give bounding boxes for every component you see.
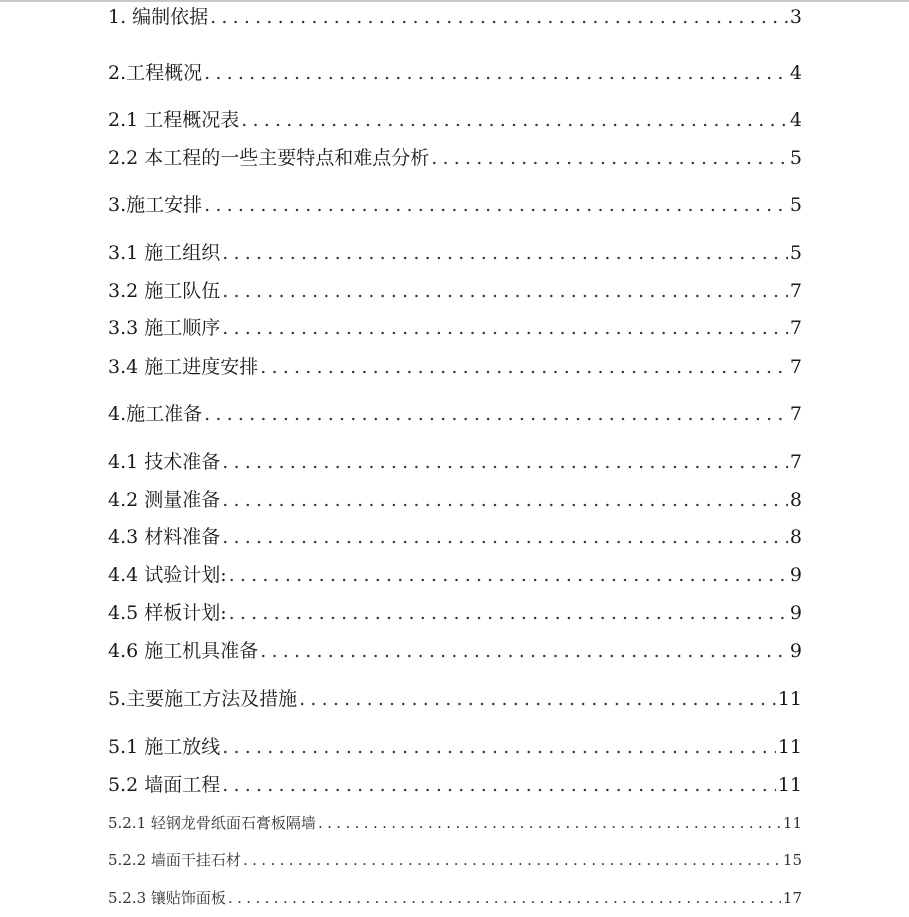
toc-dot-leader bbox=[210, 6, 788, 28]
toc-entry-title: 3.2 施工队伍 bbox=[108, 280, 221, 302]
toc-entry-title: 3.3 施工顺序 bbox=[108, 317, 221, 339]
toc-entry-title: 5.2.1 轻钢龙骨纸面石膏板隔墙 bbox=[108, 814, 316, 832]
toc-entry-title: 5.主要施工方法及措施 bbox=[108, 688, 298, 710]
toc-entry-title: 2.工程概况 bbox=[108, 62, 203, 84]
toc-entry[interactable] bbox=[108, 238, 802, 265]
toc-entry-title: 3.施工安排 bbox=[108, 194, 203, 216]
toc-dot-leader bbox=[222, 317, 788, 339]
toc-entry[interactable] bbox=[108, 522, 802, 549]
toc-entry-title: 4.5 样板计划: bbox=[108, 602, 227, 624]
toc-entry-title: 1. 编制依据 bbox=[108, 6, 209, 28]
toc-entry-page: 7 bbox=[789, 280, 802, 302]
toc-dot-leader bbox=[222, 736, 776, 758]
toc-entry-page: 17 bbox=[782, 889, 802, 907]
toc-entry-page: 5 bbox=[789, 147, 802, 169]
toc-entry-page: 9 bbox=[789, 602, 802, 624]
toc-entry-title: 2.2 本工程的一些主要特点和难点分析 bbox=[108, 147, 430, 169]
toc-entry-page: 11 bbox=[782, 814, 802, 832]
toc-dot-leader bbox=[204, 403, 788, 425]
toc-entry-page: 7 bbox=[789, 403, 802, 425]
toc-dot-leader bbox=[222, 526, 788, 548]
toc-dot-leader bbox=[299, 688, 776, 710]
toc-dot-leader bbox=[243, 851, 781, 869]
toc-entry-page: 8 bbox=[789, 489, 802, 511]
toc-entry[interactable] bbox=[108, 684, 802, 711]
toc-entry-title: 4.6 施工机具准备 bbox=[108, 640, 259, 662]
toc-dot-leader bbox=[431, 147, 788, 169]
toc-entry-page: 4 bbox=[789, 109, 802, 131]
toc-entry-page: 7 bbox=[789, 451, 802, 473]
toc-entry[interactable] bbox=[108, 2, 802, 29]
toc-entry-page: 5 bbox=[789, 194, 802, 216]
toc-entry-title: 5.2.2 墙面干挂石材 bbox=[108, 851, 241, 869]
toc-entry-page: 7 bbox=[789, 356, 802, 378]
toc-entry-page: 11 bbox=[777, 774, 802, 796]
toc-entry[interactable] bbox=[108, 849, 802, 870]
toc-entry-title: 5.1 施工放线 bbox=[108, 736, 221, 758]
toc-entry[interactable] bbox=[108, 313, 802, 340]
toc-entry-title: 4.1 技术准备 bbox=[108, 451, 221, 473]
toc-entry-page: 8 bbox=[789, 526, 802, 548]
toc-entry-page: 11 bbox=[777, 688, 802, 710]
toc-entry[interactable] bbox=[108, 143, 802, 170]
toc-entry[interactable] bbox=[108, 812, 802, 833]
toc-dot-leader bbox=[229, 564, 788, 586]
toc-entry-title: 3.4 施工进度安排 bbox=[108, 356, 259, 378]
toc-dot-leader bbox=[222, 451, 788, 473]
toc-dot-leader bbox=[260, 640, 788, 662]
toc-entry-page: 9 bbox=[789, 564, 802, 586]
toc-dot-leader bbox=[241, 109, 788, 131]
toc-entry[interactable] bbox=[108, 399, 802, 426]
toc-entry-title: 5.2 墙面工程 bbox=[108, 774, 221, 796]
toc-entry-title: 4.施工准备 bbox=[108, 403, 203, 425]
toc-entry-page: 9 bbox=[789, 640, 802, 662]
toc-entry-page: 11 bbox=[777, 736, 802, 758]
toc-dot-leader bbox=[229, 602, 788, 624]
toc-entry-page: 15 bbox=[782, 851, 802, 869]
toc-dot-leader bbox=[204, 62, 788, 84]
toc-entry[interactable] bbox=[108, 887, 802, 908]
toc-entry-title: 4.3 材料准备 bbox=[108, 526, 221, 548]
toc-entry[interactable] bbox=[108, 352, 802, 379]
toc-entry[interactable] bbox=[108, 485, 802, 512]
toc-dot-leader bbox=[260, 356, 788, 378]
toc-entry-page: 5 bbox=[789, 242, 802, 264]
toc-dot-leader bbox=[222, 774, 776, 796]
toc-entry-title: 3.1 施工组织 bbox=[108, 242, 221, 264]
toc-entry[interactable] bbox=[108, 636, 802, 663]
toc-entry[interactable] bbox=[108, 105, 802, 132]
toc-entry[interactable] bbox=[108, 598, 802, 625]
toc-entry-title: 2.1 工程概况表 bbox=[108, 109, 240, 131]
toc-entry-title: 5.2.3 镶贴饰面板 bbox=[108, 889, 226, 907]
toc-dot-leader bbox=[222, 280, 788, 302]
toc-entry[interactable] bbox=[108, 190, 802, 217]
toc-dot-leader bbox=[204, 194, 788, 216]
toc-dot-leader bbox=[222, 242, 788, 264]
toc-entry-page: 4 bbox=[789, 62, 802, 84]
toc-entry[interactable] bbox=[108, 58, 802, 85]
toc-dot-leader bbox=[228, 889, 781, 907]
toc-entry[interactable] bbox=[108, 770, 802, 797]
toc-dot-leader bbox=[222, 489, 788, 511]
toc-entry-page: 3 bbox=[789, 6, 802, 28]
toc-entry[interactable] bbox=[108, 276, 802, 303]
toc-entry[interactable] bbox=[108, 732, 802, 759]
toc-entry[interactable] bbox=[108, 447, 802, 474]
toc-entry-page: 7 bbox=[789, 317, 802, 339]
toc-entry-title: 4.4 试验计划: bbox=[108, 564, 227, 586]
toc-entry-title: 4.2 测量准备 bbox=[108, 489, 221, 511]
toc-entry[interactable] bbox=[108, 560, 802, 587]
toc-dot-leader bbox=[318, 814, 781, 832]
